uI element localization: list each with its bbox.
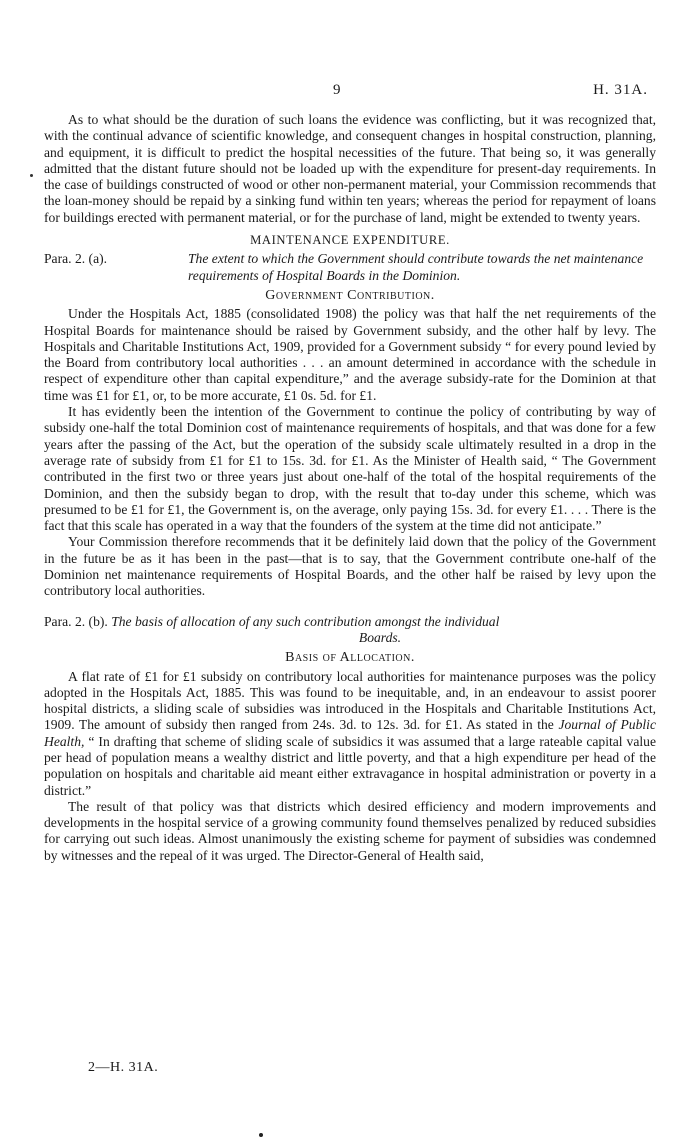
- government-contribution-heading: Government Contribution.: [265, 287, 435, 303]
- commission-recommendation-paragraph: Your Commission therefore recommends that it be definitely laid down that the policy of the Government in the future be as it has been in the past—that is to say, that the Government contribute one-half of the Dominion net maintenance requirements of Hospital Boards, and the other half be raised by levy upon the contributory local authorities.: [44, 534, 656, 599]
- page-number: 9: [333, 82, 341, 98]
- para-2a-title: The extent to which the Government should contribute towards the net maintenance requirements of Hospital Boards in the Dominion.: [188, 251, 644, 283]
- para-2b-title-line1: The basis of allocation of any such contribution amongst the individual: [111, 613, 500, 629]
- government-intention-paragraph: It has evidently been the intention of the Government to continue the policy of contributing by way of subsidy one-half the total Dominion cost of maintenance requirements of hospitals, and that was done for a few years after the passing of the Act, but the operation of the subsidy scale ultimately resulted in a drop in the average rate of subsidy from £1 for £1 to 15s. 3d. for £1. As the Minister of Health said, “ The Government contributed in the first two or three years just about one-half of the total of the hospital requirements of the Dominion, and then the subsidy began to drop, with the result that to-day under this scheme, which was presumed to be £1 for £1, the Government is, on the average, only paying 15s. 3d. for every £1. . . . There is the fact that this scale has operated in a way that the founders of the system at the time did not anticipate.”: [44, 404, 656, 534]
- loans-paragraph: As to what should be the duration of such loans the evidence was conflicting, but it was recognized that, with the continual advance of scientific knowledge, and consequent changes in hospital construction, planning, and equipment, it is difficult to predict the hospital necessities of the future. That being so, it was generally admitted that the distant future should not be loaded up with the expenditure for present-day requirements. In the case of buildings constructed of wood or other non-permanent material, your Commission recommends that the loan-money should be repaid by a sinking fund within ten years; whereas the period for repayment of loans for buildings erected with permanent material, or for the purchase of land, might be extended to twenty years.: [44, 112, 656, 225]
- para-2b-label: Para. 2. (b).: [44, 613, 108, 629]
- para-2a-heading: [44, 251, 656, 284]
- para-2b-heading: [44, 614, 656, 647]
- policy-result-paragraph: The result of that policy was that districts which desired efficiency and modern improvements and developments in the hospital service of a growing community found themselves penalized by reduced subsidies for carrying out such ideas. Almost unanimously the existing scheme for payment of subsidies was condemned by witnesses and the repeal of it was urged. The Director-General of Health said,: [44, 798, 656, 863]
- document-reference: H. 31A.: [593, 82, 648, 98]
- flat-rate-text: A flat rate of £1 for £1 subsidy on contributory local authorities for maintenance purposes was the policy adopted in the Hospitals Act, 1885. This was found to be inequitable, and, in an endeavour to assist poorer hospital districts, a sliding scale of subsidies was introduced in the Hospitals and Charitable Institutions Act, 1909. The amount of subsidy then ranged from 24s. 3d. to 12s. 3d. for £1. As stated in the: [44, 668, 656, 733]
- scan-speck: [30, 174, 33, 177]
- document-body: [44, 112, 656, 864]
- journal-title: Journal of Public Health,: [44, 717, 656, 749]
- page-header: [0, 82, 700, 102]
- flat-rate-paragraph: [44, 669, 656, 799]
- para-2a-label: Para. 2. (a).: [44, 251, 108, 267]
- hospitals-act-paragraph: Under the Hospitals Act, 1885 (consolidated 1908) the policy was that half the net requirements of the Hospital Boards for maintenance should be raised by Government subsidy, and the other half by levy. The Hospitals and Charitable Institutions Act, 1909, provided for a Government subsidy “ for every pound levied by the Board from contributory local authorities . . . an amount determined in accordance with the schedule in respect of expenditure other than capital expenditure,” and the average subsidy-rate for the Dominion at that time was £1 for £1, or, to be more accurate, £1 0s. 5d. for £1.: [44, 306, 656, 403]
- maintenance-expenditure-heading: MAINTENANCE EXPENDITURE.: [250, 233, 450, 248]
- scan-speck: [259, 1133, 263, 1137]
- basis-of-allocation-heading: Basis of Allocation.: [285, 650, 415, 666]
- para-2b-title-line2: Boards.: [358, 629, 402, 645]
- journal-quote: “ In drafting that scheme of sliding scale of subsidics it was assumed that a large rateable capital value per head of population means a wealthy district and little poverty, and that a high expenditure per head of the population on hospitals and charitable aid meant either extravagance in hospital administration or poverty in a district.”: [44, 733, 656, 798]
- signature-mark: 2—H. 31A.: [88, 1060, 159, 1075]
